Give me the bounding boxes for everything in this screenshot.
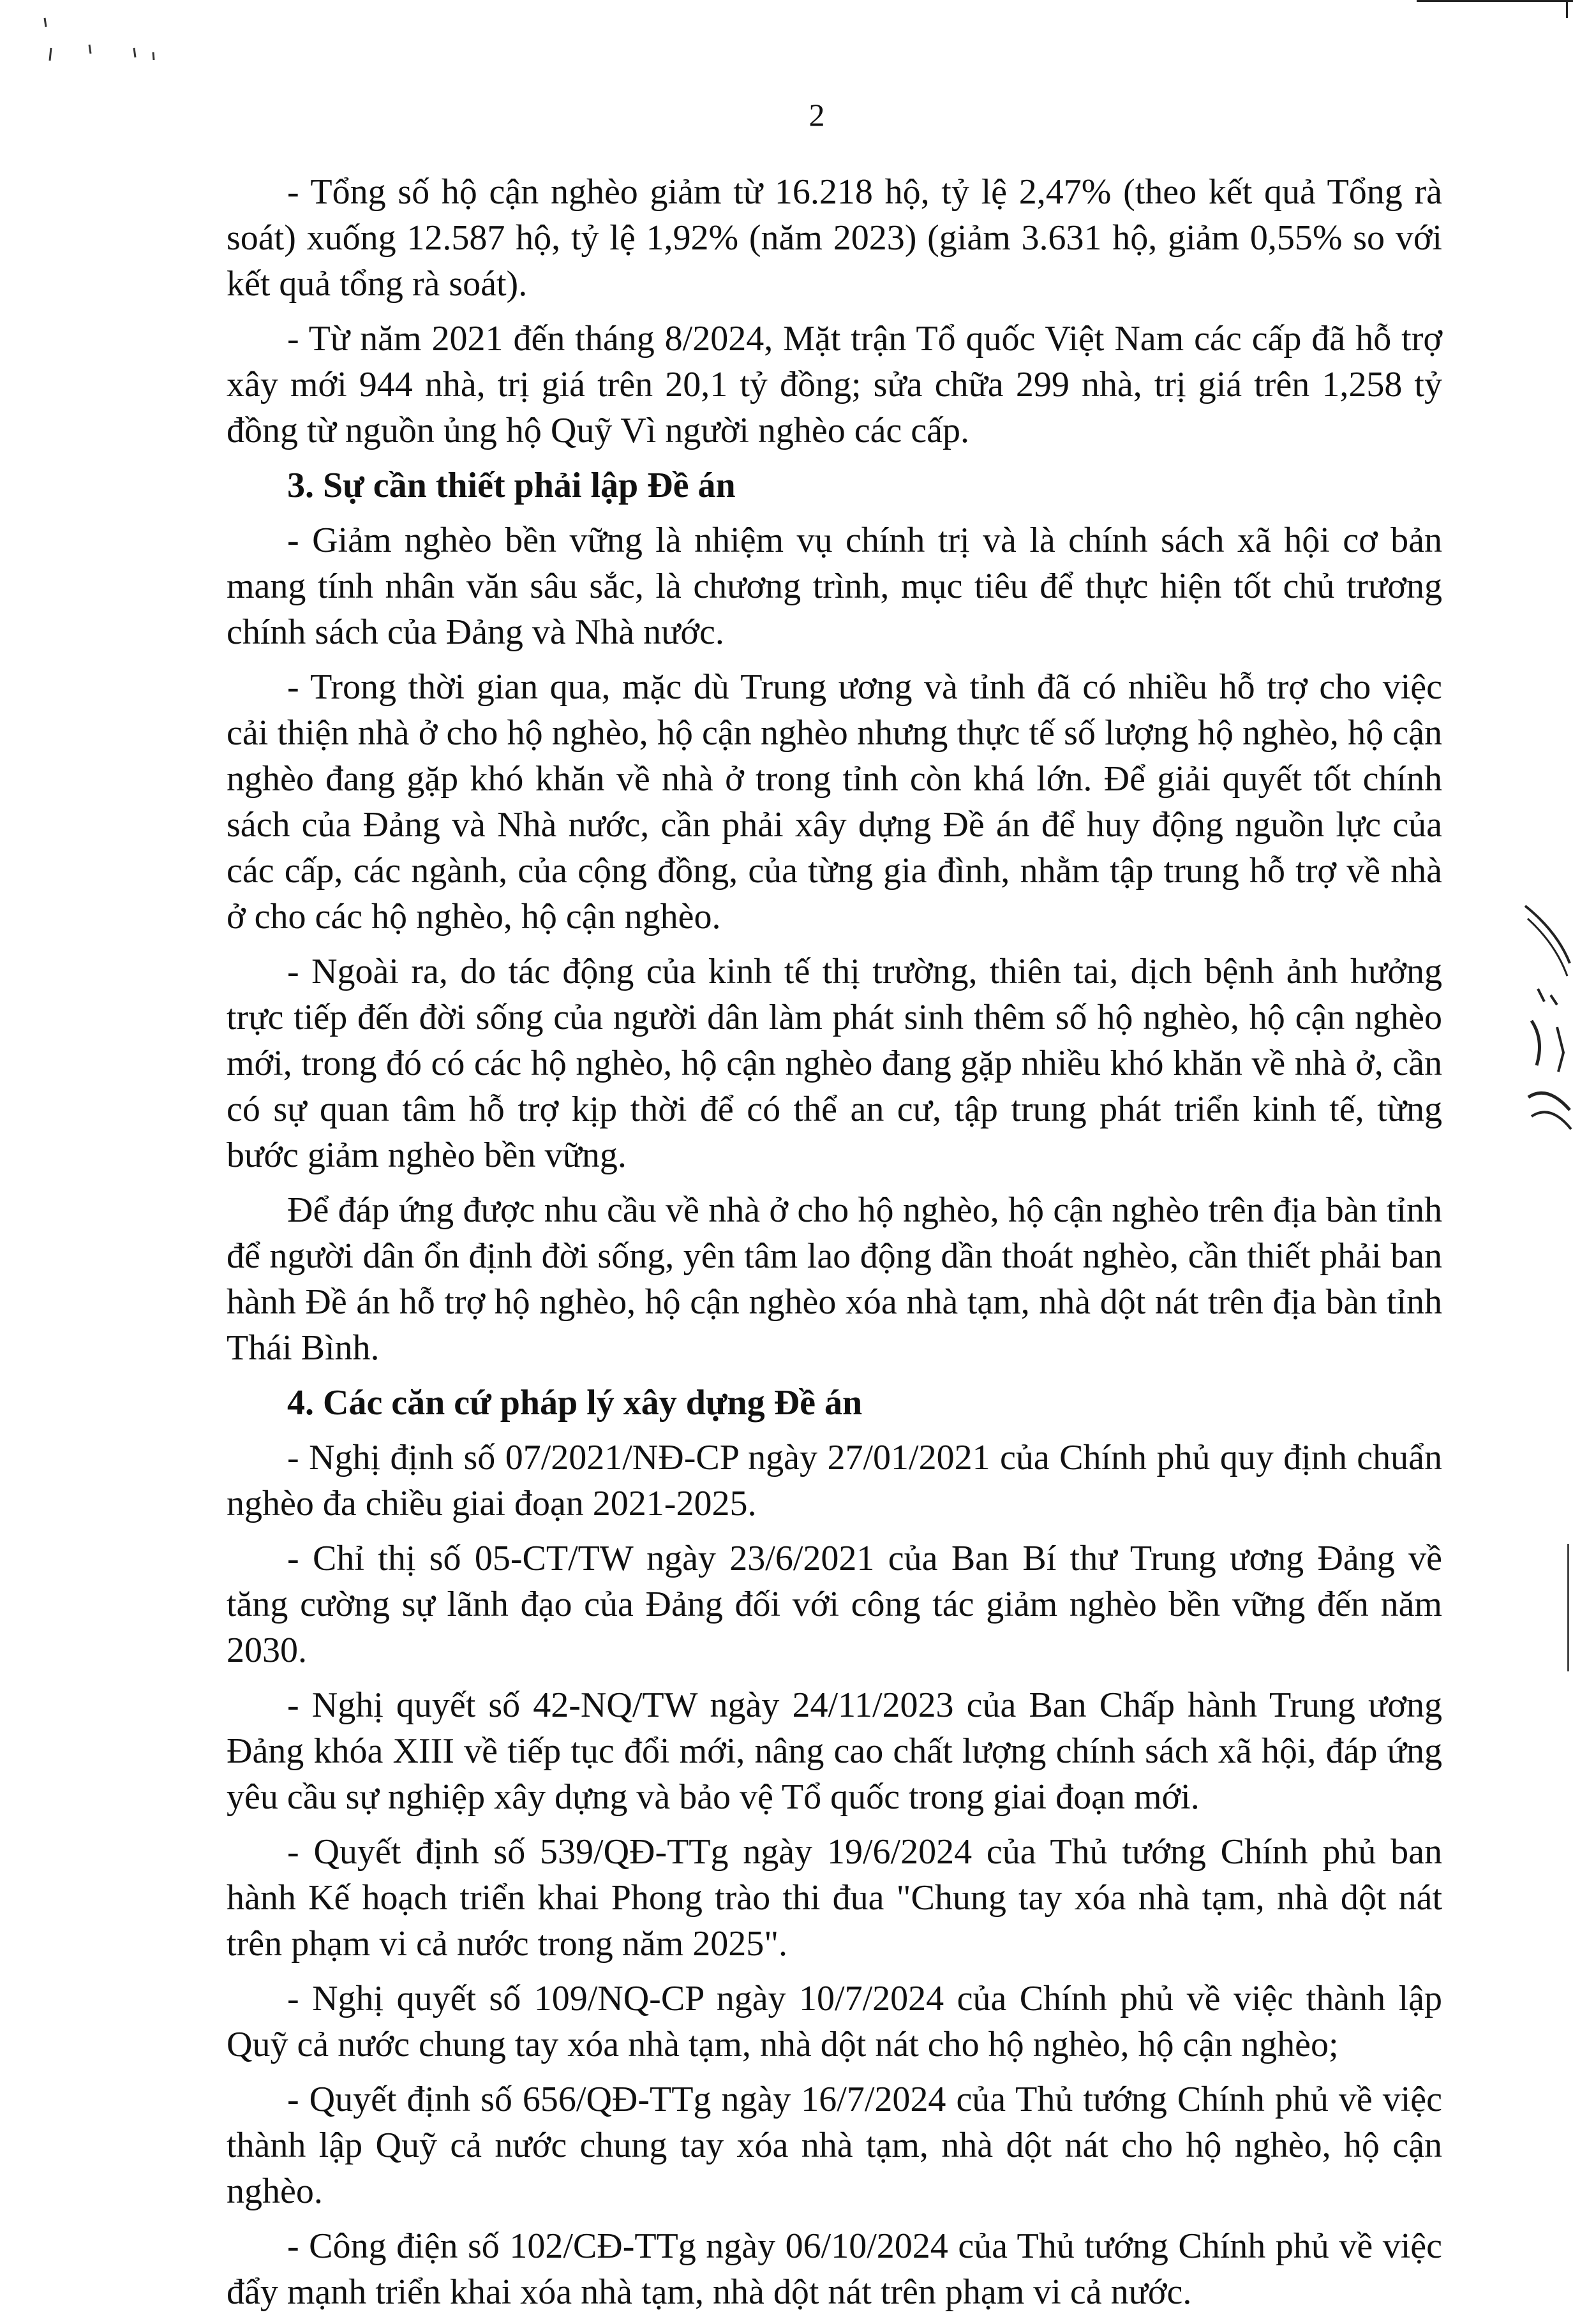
paragraph-near-poor-decrease: - Tổng số hộ cận nghèo giảm từ 16.218 hộ, tỷ lệ 2,47% (theo kết quả Tổng rà soát) xuống 12.587 hộ, tỷ lệ 1,92% (năm 2023) (giảm 3.631 hộ, giảm 0,55% so với kết quả tổng rà soát). [227,172,1442,304]
legal-basis-item: - Chỉ thị số 05-CT/TW ngày 23/6/2021 của Ban Bí thư Trung ương Đảng về tăng cường sự lãnh đạo của Đảng đối với công tác giảm nghèo bền vững đến năm 2030. [227,1539,1442,1670]
paragraph-sustainable-poverty-reduction: - Giảm nghèo bền vững là nhiệm vụ chính trị và là chính sách xã hội cơ bản mang tính nhân văn sâu sắc, là chương trình, mục tiêu để thực hiện tốt chủ trương chính sách của Đảng và Nhà nước. [227,521,1442,652]
paragraph-market-impact: - Ngoài ra, do tác động của kinh tế thị trường, thiên tai, dịch bệnh ảnh hưởng trực tiếp đến đời sống của người dân làm phát sinh thêm số hộ nghèo, hộ cận nghèo mới, trong đó có các hộ nghèo, hộ cận nghèo đang gặp nhiều khó khăn về nhà ở, cần có sự quan tâm hỗ trợ kịp thời để có thể an cư, tập trung phát triển kinh tế, từng bước giảm nghèo bền vững. [227,952,1442,1175]
document-body [227,169,1442,2324]
legal-basis-item: - Nghị quyết số 109/NQ-CP ngày 10/7/2024 của Chính phủ về việc thành lập Quỹ cả nước chung tay xóa nhà tạm, nhà dột nát cho hộ nghèo, hộ cận nghèo; [227,1979,1442,2064]
page-number: 2 [809,97,825,133]
section-heading-legal-basis: 4. Các căn cứ pháp lý xây dựng Đề án [287,1383,863,1423]
paragraph-housing-difficulties: - Trong thời gian qua, mặc dù Trung ương và tỉnh đã có nhiều hỗ trợ cho việc cải thiện nhà ở cho hộ nghèo, hộ cận nghèo nhưng thực tế số lượng hộ nghèo, hộ cận nghèo đang gặp khó khăn về nhà ở trong tỉnh còn khá lớn. Để giải quyết tốt chính sách của Đảng và Nhà nước, cần phải xây dựng Đề án để huy động nguồn lực của các cấp, các ngành, của cộng đồng, của từng gia đình, nhằm tập trung hỗ trợ về nhà ở cho các hộ nghèo, hộ cận nghèo. [227,667,1442,936]
legal-basis-item: - Quyết định số 656/QĐ-TTg ngày 16/7/2024 của Thủ tướng Chính phủ về việc thành lập Quỹ cả nước chung tay xóa nhà tạm, nhà dột nát cho hộ nghèo, hộ cận nghèo. [227,2080,1442,2211]
paragraph-fatherland-front-support: - Từ năm 2021 đến tháng 8/2024, Mặt trận Tổ quốc Việt Nam các cấp đã hỗ trợ xây mới 944 nhà, trị giá trên 20,1 tỷ đồng; sửa chữa 299 nhà, trị giá trên 1,258 tỷ đồng từ nguồn ủng hộ Quỹ Vì người nghèo các cấp. [227,319,1442,450]
legal-basis-item: - Quyết định số 539/QĐ-TTg ngày 19/6/2024 của Thủ tướng Chính phủ ban hành Kế hoạch triển khai Phong trào thi đua "Chung tay xóa nhà tạm, nhà dột nát trên phạm vi cả nước trong năm 2025". [227,1832,1442,1964]
seal-stamp-fragment-icon [1519,893,1573,1136]
scan-edge-tick [1566,0,1568,18]
legal-basis-item: - Nghị định số 07/2021/NĐ-CP ngày 27/01/2021 của Chính phủ quy định chuẩn nghèo đa chiều giai đoạn 2021-2025. [227,1438,1442,1523]
paragraph-housing-needs: Để đáp ứng được nhu cầu về nhà ở cho hộ nghèo, hộ cận nghèo trên địa bàn tỉnh để người dân ổn định đời sống, yên tâm lao động dần thoát nghèo, cần thiết phải ban hành Đề án hỗ trợ hộ nghèo, hộ cận nghèo xóa nhà tạm, nhà dột nát trên địa bàn tỉnh Thái Bình. [227,1190,1442,1368]
scan-edge-line-right [1567,1544,1569,1671]
scan-edge-line [1417,0,1573,2]
section-heading-necessity: 3. Sự cần thiết phải lập Đề án [287,466,736,505]
legal-basis-item: - Nghị quyết số 42-NQ/TW ngày 24/11/2023 của Ban Chấp hành Trung ương Đảng khóa XIII về tiếp tục đổi mới, nâng cao chất lượng chính sách xã hội, đáp ứng yêu cầu sự nghiệp xây dựng và bảo vệ Tổ quốc trong giai đoạn mới. [227,1685,1442,1817]
legal-basis-item: - Công điện số 102/CĐ-TTg ngày 06/10/2024 của Thủ tướng Chính phủ về việc đẩy mạnh triển khai xóa nhà tạm, nhà dột nát trên phạm vi cả nước. [227,2226,1442,2312]
scan-artifact-marks [38,13,160,64]
